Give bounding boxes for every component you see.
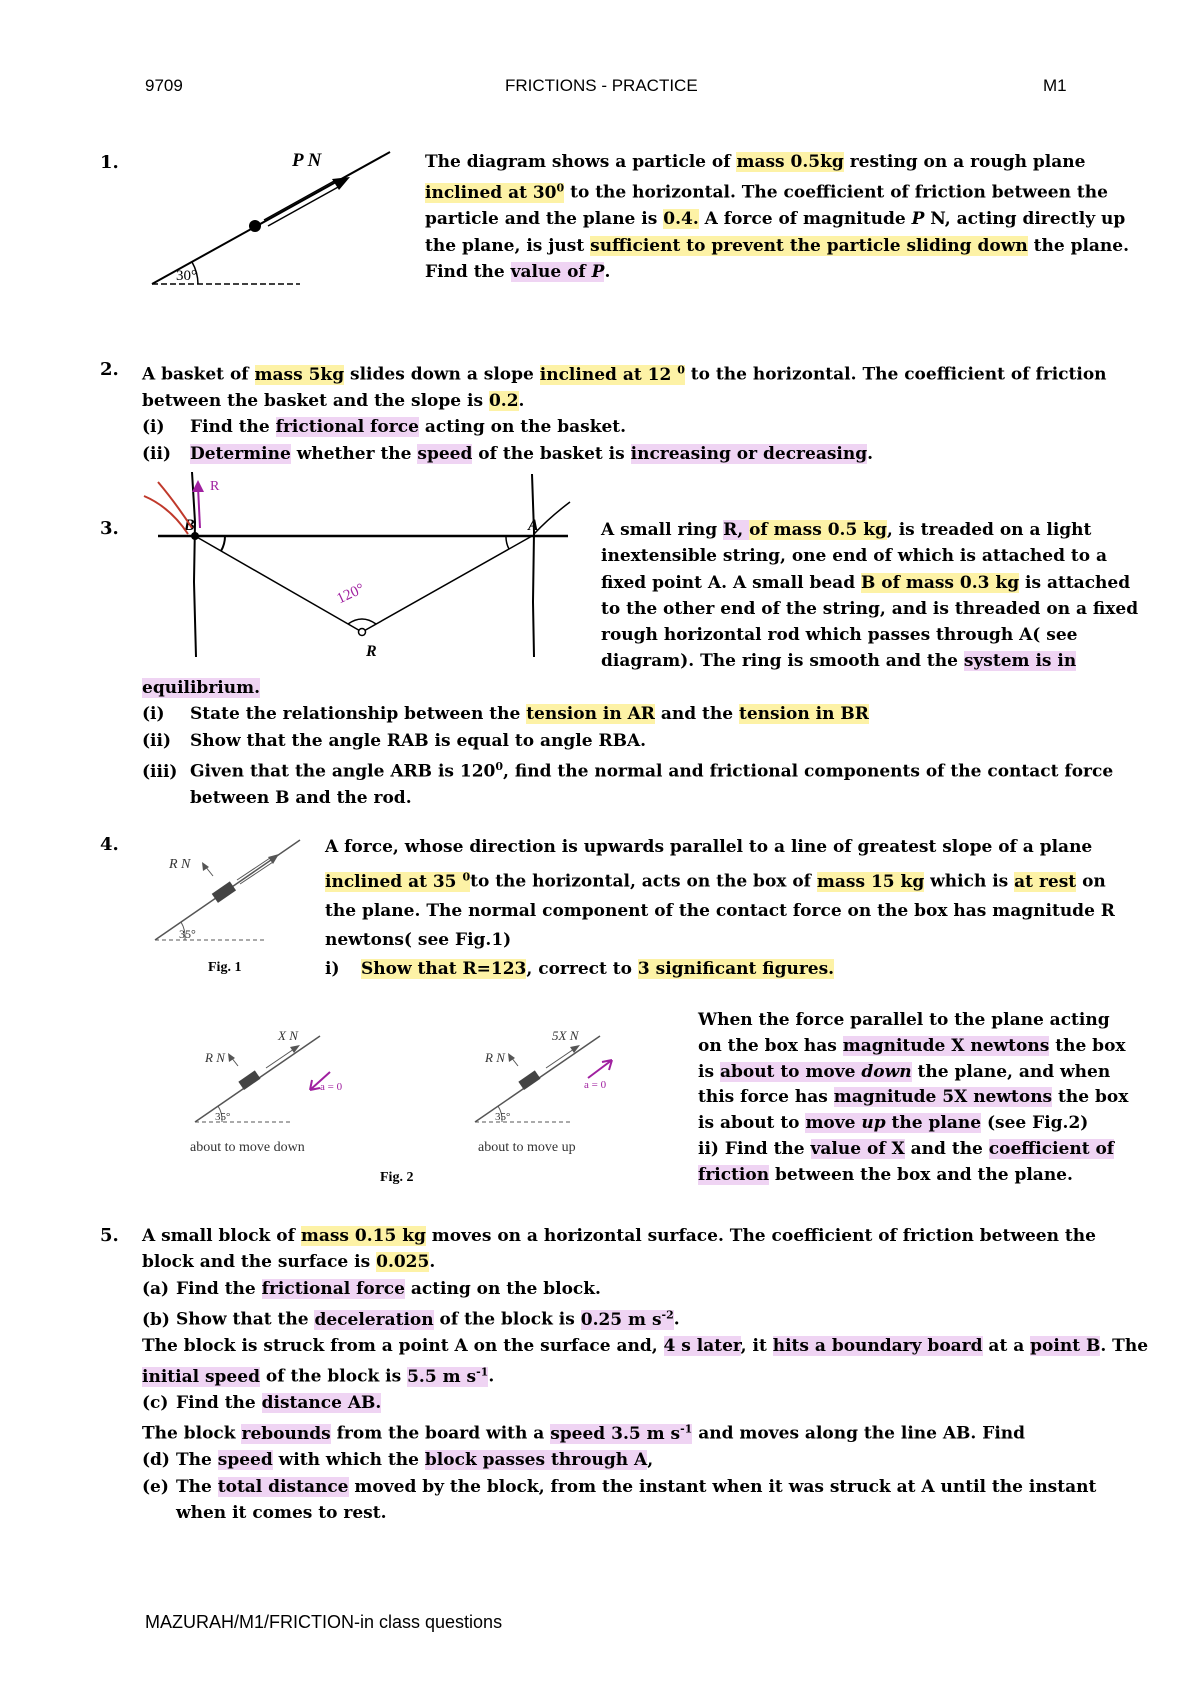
q4-fig2-right-r-label: R N: [485, 1050, 505, 1065]
q3-label-b: B: [184, 517, 195, 534]
q4-fig1-force-b: [240, 862, 273, 884]
q1-angle-label: 30°: [176, 268, 197, 284]
q3-ring-string-diagram: [140, 462, 590, 662]
question-2-number: 2.: [100, 359, 119, 380]
header-title: FRICTIONS - PRACTICE: [505, 76, 698, 95]
q4-fig2-left-force: [266, 1049, 294, 1068]
q4-fig2-right-force-head: [570, 1045, 580, 1053]
q4-fig2-left-angle-label: 35°: [215, 1111, 231, 1123]
footer-text: MAZURAH/M1/FRICTION-in class questions: [145, 1612, 503, 1632]
q3-angle-b: [221, 536, 225, 551]
question-5-number: 5.: [100, 1225, 119, 1246]
q3-angle-r: [348, 619, 376, 624]
q3-wall-sketch: [534, 502, 570, 534]
q3-label-a: A: [528, 517, 539, 534]
q4-fig1-force-a: [237, 858, 270, 880]
q4-fig2-right-box: [518, 1070, 540, 1090]
q4-fig2-left-diagram: [190, 1022, 360, 1132]
q1-force-arrow-b: [268, 186, 340, 226]
q4-fig1-force-head: [268, 854, 279, 864]
q3-label-r: R: [366, 643, 377, 660]
q1-plane-line: [152, 152, 390, 284]
q4-fig1-box: [212, 881, 236, 903]
question-4-number: 4.: [100, 834, 119, 855]
q4-fig2-left-pen-annot: a = 0: [320, 1081, 343, 1093]
q4-fig2-left-x-label: X N: [278, 1028, 298, 1043]
header-code: 9709: [145, 76, 183, 95]
q4-fig2-left-caption: about to move down: [190, 1140, 305, 1155]
q4-fig2-right-diagram: [470, 1022, 640, 1132]
q2-text: A basket of mass 5kg slides down a slope inclined at 12 $^0$ to the horizontal. The coefficient of friction between the basket and the slope is 0.2. (i) Find the frictional force acting on the basket. (ii) Determine whether the speed of the basket is increasing or decreasing.: [142, 363, 1107, 464]
header-module: M1: [1043, 76, 1067, 95]
q4-text: A force, whose direction is upwards parallel to a line of greatest slope of a plane inclined at 35 $^0$to the horizontal, acts on the box of mass 15 kg which is at rest on the plane. The normal component of the contact force on the box has magnitude R newtons( see Fig.1) i) Show that R=123, correct to 3 significant figures.: [325, 837, 1115, 979]
q1-particle: [249, 220, 261, 232]
q4-fig2-right-pen-arrow: [588, 1060, 612, 1078]
q3-ring-r: [359, 629, 366, 636]
q4-fig1-force-label: R N: [169, 857, 191, 872]
q4-fig2-right-caption: about to move up: [478, 1140, 576, 1155]
q3-pen-arrow-shaft: [198, 487, 200, 528]
q3-pen-r: R: [210, 479, 220, 494]
q3-text-bottom: equilibrium. (i) State the relationship between the tension in AR and the tension in BR (ii) Show that the angle RAB is equal to angle RBA. (iii) Given that the angle ARB is $120^0$, find the normal and frictional components of the contact force between B and the rod.: [142, 678, 1114, 808]
q4-fig2-right-force: [546, 1049, 574, 1068]
q4-fig2-caption: Fig. 2: [380, 1170, 414, 1185]
q4-fig2-right-x-label: 5X N: [552, 1028, 579, 1043]
question-1-number: 1.: [100, 152, 119, 173]
q3-wall-right: [532, 474, 534, 657]
q4-fig2-left-force-head: [290, 1045, 300, 1053]
q4-fig2-left-r-label: R N: [205, 1050, 225, 1065]
q4-fig2-right-angle-label: 35°: [495, 1111, 511, 1123]
q1-force-label: P N: [292, 150, 322, 171]
q1-inclined-plane-diagram: [140, 140, 400, 290]
q3-pen-angle: 120°: [334, 580, 367, 608]
q4-fig2-left-box: [238, 1070, 260, 1090]
q4-fig1-angle-label: 35°: [179, 927, 196, 941]
q4-fig2-right-pen-annot: a = 0: [584, 1079, 607, 1091]
q1-force-arrow-a: [264, 180, 336, 220]
q3-angle-a: [506, 536, 509, 549]
q4-fig1-caption: Fig. 1: [208, 960, 242, 975]
question-3-number: 3.: [100, 518, 119, 539]
q4-fig1-diagram: [145, 830, 305, 950]
q3-text-right: A small ring R, of mass 0.5 kg, is treaded on a light inextensible string, one end of which is attached to a fixed point A. A small bead B of mass 0.3 kg is attached to the other end of the string, and is threaded on a fixed rough horizontal rod which passes through A( see diagram). The ring is smooth and the system is in: [601, 520, 1139, 672]
q3-string-br: [195, 536, 362, 632]
q5-text: A small block of mass 0.15 kg moves on a horizontal surface. The coefficient of friction between the block and the surface is 0.025. (a) Find the frictional force acting on the block. (b) Show that the deceleration of the block is 0.25 m $s^{-2}$. The block is struck from a point A on the surface and, 4 s later, it hits a boundary board at a point B. The initial speed of the block is 5.5 m $s^{-1}$. (c) Find the distance AB. The block rebounds from the board with a speed 3.5 m $s^{-1}$ and moves along the line AB. Find (d) The speed with which the block passes through A, (e) The total distance moved by the block, from the instant when it was struck at A until the instant when it comes to rest.: [142, 1226, 1149, 1523]
q3-wall-left: [192, 472, 196, 657]
q1-text: The diagram shows a particle of mass 0.5kg resting on a rough plane inclined at $30^0$ to the horizontal. The coefficient of friction between the particle and the plane is 0.4. A force of magnitude P N, acting directly up the plane, is just sufficient to prevent the particle sliding down the plane. Find the value of P.: [425, 152, 1130, 282]
q3-string-ar: [362, 536, 532, 632]
q4-text-right: When the force parallel to the plane acting on the box has magnitude X newtons the box is about to move down the plane, and when this force has magnitude 5X newtons the box is about to move up the plane (see Fig.2) ii) Find the value of X and the coefficient of friction between the box and the plane.: [698, 1010, 1129, 1185]
